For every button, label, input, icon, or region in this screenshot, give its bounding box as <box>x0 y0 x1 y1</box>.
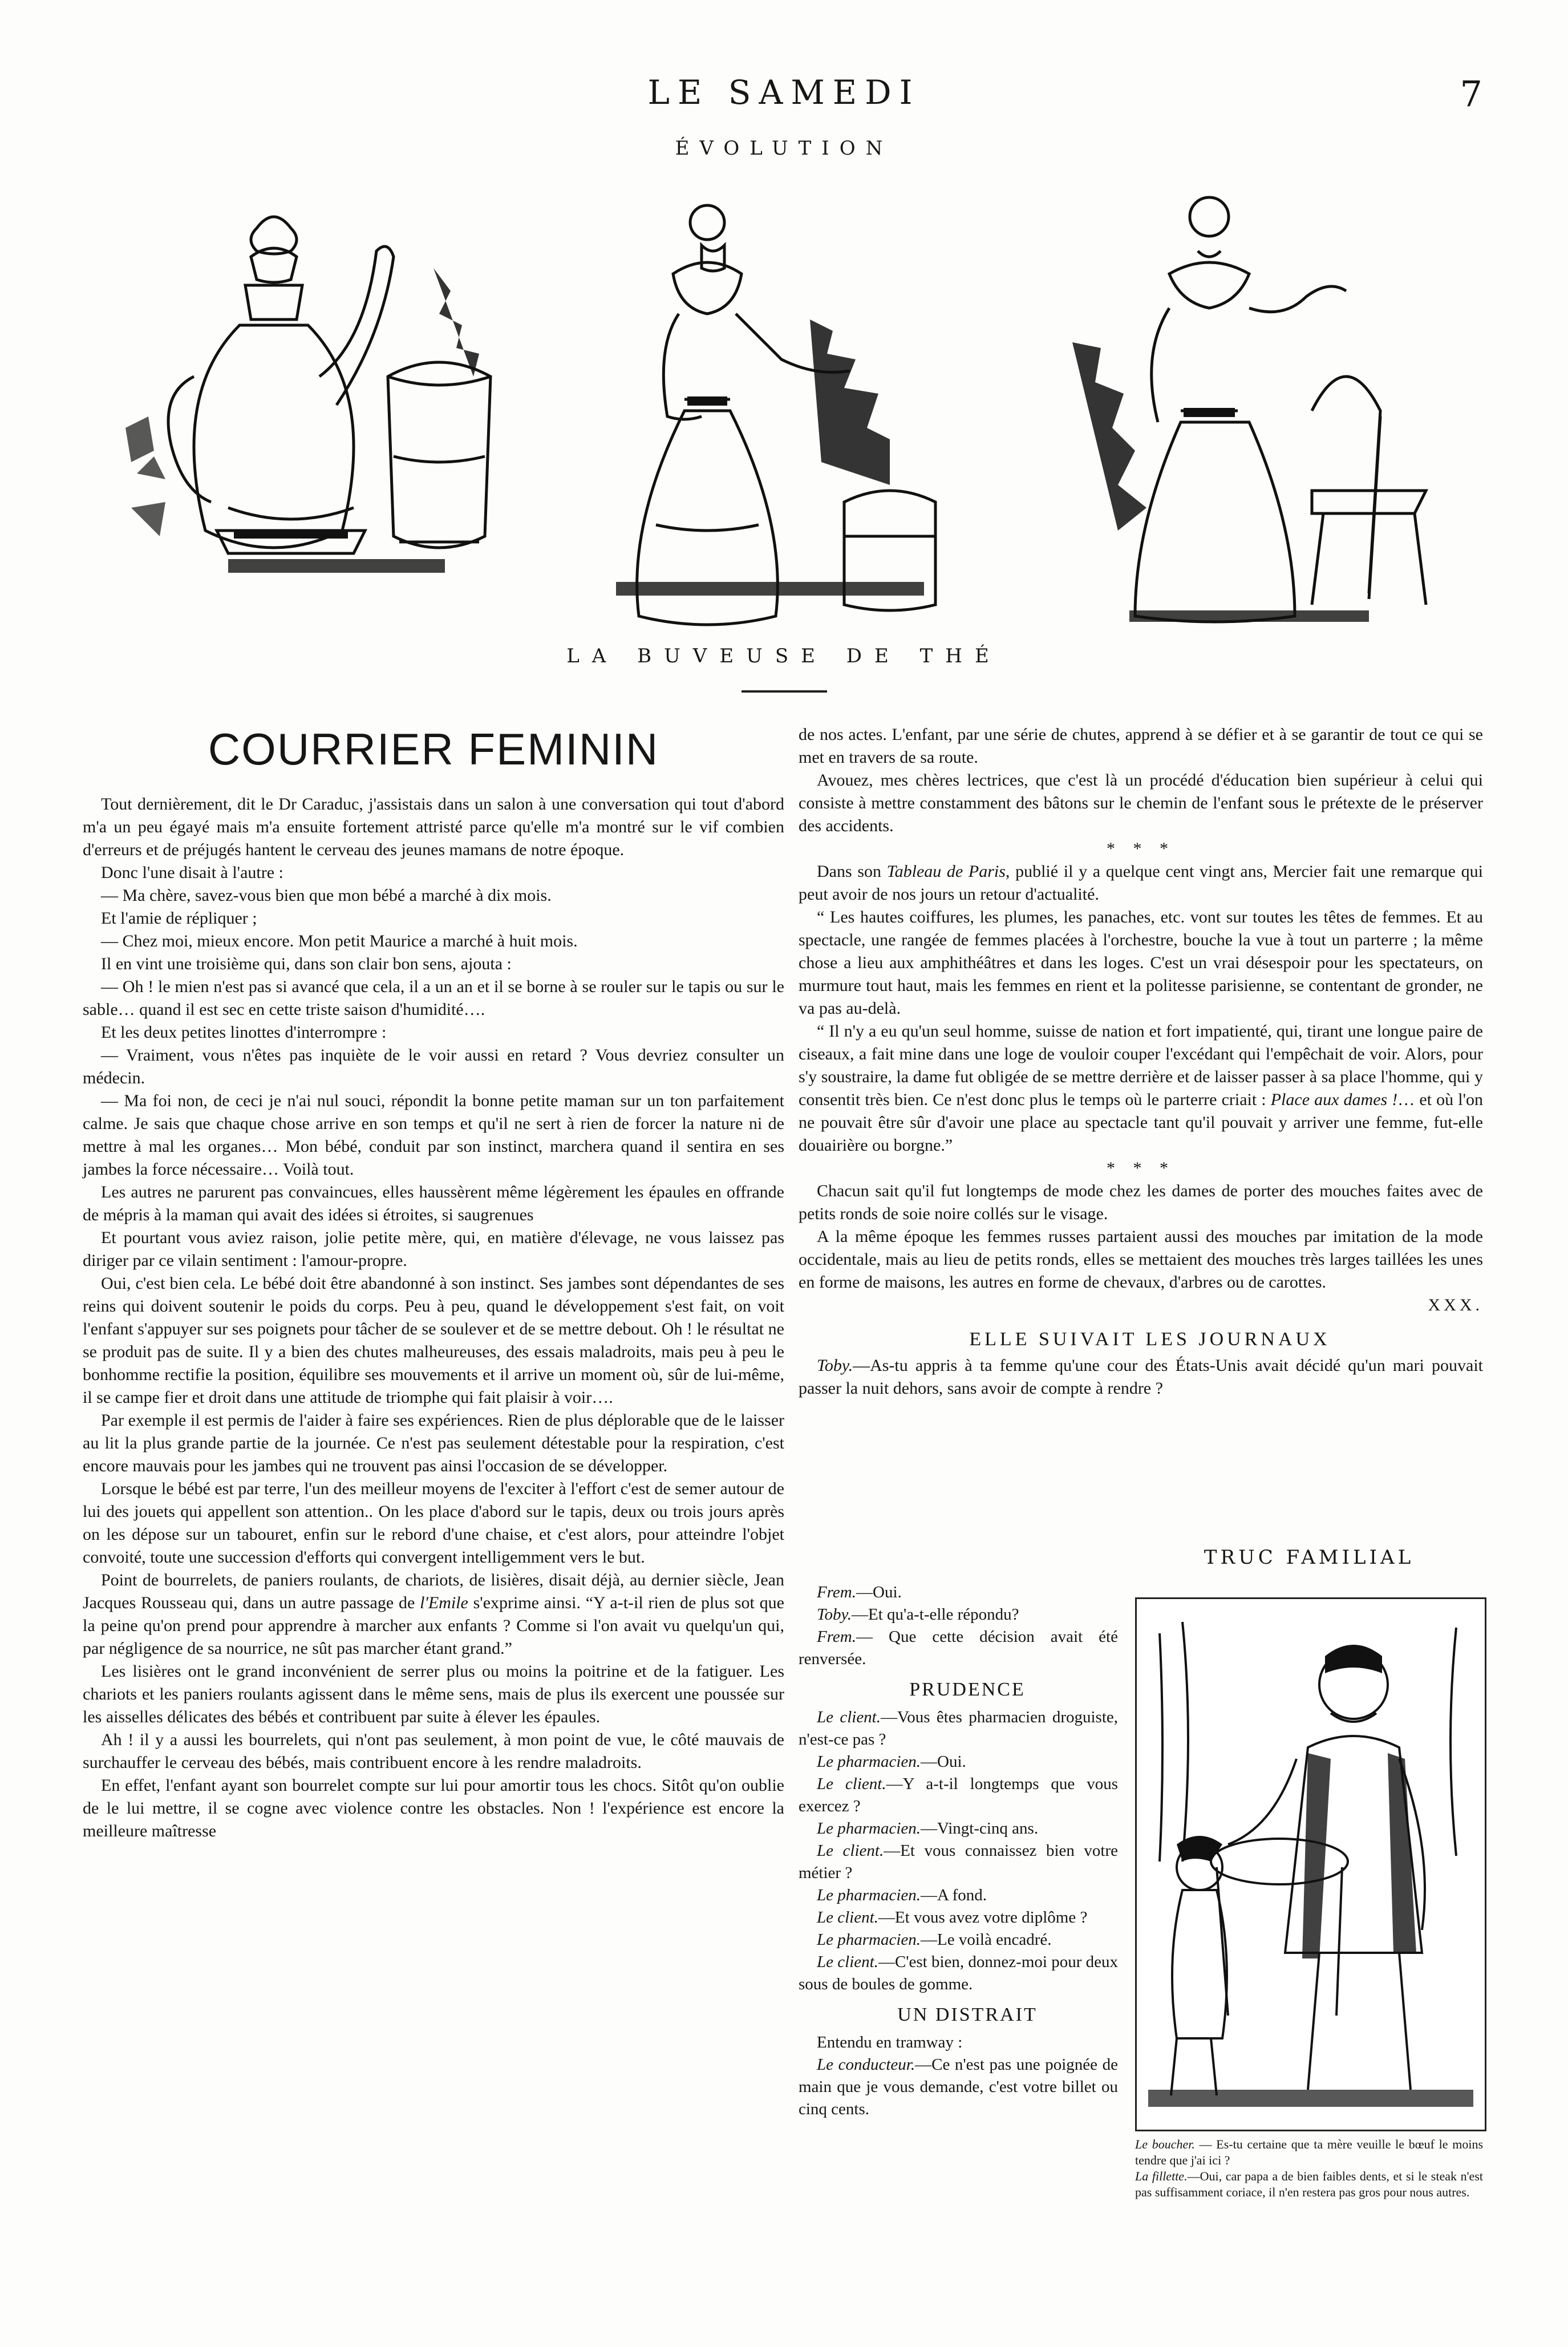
speaker: Toby. <box>817 1356 853 1375</box>
speaker: Le boucher. <box>1135 2137 1195 2151</box>
section-title-distrait: UN DISTRAIT <box>897 2004 1038 2025</box>
right-column <box>799 723 1483 1400</box>
line-text: —Y a-t-il longtemps que vous exercez ? <box>799 1775 1118 1815</box>
illustration-title: ÉVOLUTION <box>675 137 893 160</box>
paragraph: Tout dernièrement, dit le Dr Caraduc, j'assistais dans un salon à une conversation qui tout d'abord m'a un peu égayé mais m'a ensuite fortement attristé parce qu'elle m'a montré sur le vif combien d'erreurs et de préjugés hantent le cerveau des jeunes mamans de notre époque. <box>83 795 784 859</box>
line-text: —Vous êtes pharmacien droguiste, n'est-ce pas ? <box>799 1708 1118 1749</box>
paragraph: Oui, c'est bien cela. Le bébé doit être abandonné à son instinct. Ses jambes sont dépendantes de ses reins qui doivent soutenir le poids du corps. Peu à peu, quand le développement s'est fait, on voit l'enfant s'appuyer sur ses poignets pour tâcher de se soulever et de se mettre debout. Oh ! le résultat ne se produit pas de suite. Il y a bien des chutes malheureuses, des essais maladroits, mais peu à peu le bonhomme rectifie la position, équilibre ses mouvements et il arrive un moment où, sûr de lui-même, il se campe fier et droit dans une attitude de triomphe qui fait plaisir à voir…. <box>83 1274 784 1407</box>
speaker: Le conducteur. <box>817 2055 915 2074</box>
book-title: l'Emile <box>420 1593 468 1612</box>
paragraph: — Ma chère, savez-vous bien que mon bébé a marché à dix mois. <box>101 886 552 905</box>
dialogue-line <box>799 1818 1118 1840</box>
left-column <box>83 793 784 1843</box>
article-title: COURRIER FEMININ <box>208 724 659 774</box>
illustration-caption: LA BUVEUSE DE THÉ <box>566 645 1002 667</box>
prudence-dialogue <box>799 1706 1118 1996</box>
caption-line <box>1135 2168 1483 2200</box>
paragraph: Donc l'une disait à l'autre : <box>101 863 283 882</box>
paragraph: — Ma foi non, de ceci je n'ai nul souci, répondit la bonne petite maman sur un ton parfaitement calme. Je sais que chaque chose arrive en son temps et qu'il ne sert à rien de forcer la nature ni de mettre à mal les organes… Mon bébé, conduit par son instinct, marchera quand il sentira en ses jambes la force nécessaire… Voilà tout. <box>83 1091 784 1179</box>
speaker: Toby. <box>817 1605 852 1624</box>
line-text: —Oui. <box>921 1753 966 1771</box>
butcher-illustration-frame <box>1135 1597 1486 2131</box>
paragraph: — Oh ! le mien n'est pas si avancé que cela, il a un an et il se borne à se rouler sur le tapis ou sur le sable… quand il est sec en cette triste saison d'humidité…. <box>83 977 784 1019</box>
speaker: Le client. <box>817 1908 878 1927</box>
speaker: Le client. <box>817 1842 884 1860</box>
paragraph: Et l'amie de répliquer ; <box>101 909 257 928</box>
paragraph: Il en vint une troisième qui, dans son clair bon sens, ajouta : <box>101 954 512 973</box>
dialogue-line <box>799 2054 1118 2121</box>
line-text: —Ce n'est pas une poignée de main que je vous demande, c'est votre billet ou cinq cents. <box>799 2055 1118 2118</box>
teapot-illustration <box>114 188 548 633</box>
paragraph: Avouez, mes chères lectrices, que c'est là un procédé d'éducation bien supérieur à celui qui consiste à mettre constamment des bâtons sur le chemin de l'enfant sous le prétexte de le préserver des accidents. <box>799 771 1483 835</box>
paragraph: — Chez moi, mieux encore. Mon petit Maurice a marché à huit mois. <box>101 932 578 950</box>
paragraph <box>799 1020 1483 1157</box>
page-number: 7 <box>1460 73 1482 115</box>
dialogue-line <box>799 1773 1118 1818</box>
speaker: Le client. <box>817 1953 878 1971</box>
paragraph: Lorsque le bébé est par terre, l'un des meilleur moyens de l'exciter à l'effort c'est de semer autour de lui des jouets qui appellent son attention.. On les place d'abord sur le tapis, deux ou trois jours après on les dépose sur un tabouret, enfin sur le rebord d'une chaise, et c'est alors, pour atteindre l'objet convoité, toute une succession d'efforts qui convergent intelligemment vers le but. <box>83 1479 784 1567</box>
text-run: “ Il n'y a eu qu'un seul homme, suisse de nation et fort impatienté, qui, tirant une longue paire de ciseaux, a fait mine dans une loge de vouloir couper l'excédant qui l'empêchait de voir. Alors, pour s'y soustraire, la dame fut obligée de se mettre derrière et de laisser passer à sa place l'homme, qui y consentit très bien. Ce n'est donc plus le temps où le parterre criait : <box>799 1022 1483 1109</box>
dialogue-intro: Entendu en tramway : <box>817 2033 963 2051</box>
speaker: Le pharmacien. <box>817 1819 921 1838</box>
paragraph: Les autres ne parurent pas convaincues, elles haussèrent même légèrement les épaules en offrande de mépris à la maman qui avait des idées si étroites, si saugrenues <box>83 1183 784 1224</box>
paragraph: Et les deux petites linottes d'interrompre : <box>101 1023 387 1042</box>
section-separator: * * * <box>1107 839 1175 858</box>
truc-caption <box>1135 2136 1483 2200</box>
section-title-journaux: ELLE SUIVAIT LES JOURNAUX <box>969 1329 1331 1350</box>
line-text: —Le voilà encadré. <box>921 1931 1052 1949</box>
divider <box>742 690 827 693</box>
paragraph: Par exemple il est permis de l'aider à faire ses expériences. Rien de plus déplorable que de le laisser au lit la plus grande partie de la journée. Ce n'est pas seulement détestable pour la respiration, c'est encore mauvais pour les jambes qui ne trouvent pas ainsi l'occasion de se développer. <box>83 1411 784 1475</box>
speaker: Frem. <box>817 1628 856 1646</box>
dialogue-line <box>799 1354 1483 1400</box>
dialogue-line <box>799 1751 1118 1773</box>
dialogue-line <box>799 1929 1118 1951</box>
line-text: —C'est bien, donnez-moi pour deux sous de boules de gomme. <box>799 1953 1118 1993</box>
dialogue-line <box>799 1604 1118 1626</box>
paragraph <box>799 860 1483 906</box>
text-run: , publié il y a quelque cent vingt ans, Mercier fait une remarque qui peut avoir de nos jours un retour d'actualité. <box>799 862 1483 904</box>
text-run: s'exprime ainsi. “Y a-t-il rien de plus sot que la peine qu'on prend pour apprendre à marcher aux enfants ? Comme si l'on avait vu quelqu'un qui, par négligence de sa nourrice, ne sût pas marcher étant grand.” <box>83 1593 784 1658</box>
speaker: Le client. <box>817 1775 886 1793</box>
line-text: —Et vous avez votre diplôme ? <box>878 1908 1088 1927</box>
paragraph: “ Les hautes coiffures, les plumes, les panaches, etc. vont sur toutes les têtes de femmes. Et au spectacle, une rangée de femmes placées à l'orchestre, bouche la vue à tout un parterre ; la même chose a lieu aux amphithéâtres et dans les loges. C'est un vrai désespoir pour les spectateurs, on murmure tout haut, mais les femmes en rient et la politesse parisienne, se contentant de gronder, ne va pas au-delà. <box>799 908 1483 1018</box>
paragraph: Ah ! il y a aussi les bourrelets, qui n'ont pas seulement, à mon point de vue, le côté mauvais de surchauffer le cerveau des bébés, mais contribuent encore à les rendre maladroits. <box>83 1730 784 1772</box>
dialogue-line <box>799 1626 1118 1670</box>
line-text: —Et qu'a-t-elle répondu? <box>852 1605 1019 1624</box>
right-narrow-column <box>799 1581 1118 2121</box>
signature: XXX. <box>1428 1296 1483 1314</box>
dialogue-line <box>799 1840 1118 1884</box>
woman-chair-illustration <box>1072 171 1494 633</box>
line-text: —Oui. <box>856 1583 902 1601</box>
running-title: LE SAMEDI <box>647 73 921 112</box>
text-run: Point de bourrelets, de paniers roulants, de chariots, de lisières, disait déjà, au dernier siècle, Jean Jacques Rousseau qui, dans un autre passage de <box>83 1571 784 1612</box>
book-title: Tableau de Paris <box>886 862 1006 881</box>
speaker: Frem. <box>817 1583 856 1601</box>
dialogue-line <box>799 1884 1118 1907</box>
line-text: —Vingt-cinq ans. <box>921 1819 1039 1838</box>
speaker: Le client. <box>817 1708 881 1726</box>
paragraph: A la même époque les femmes russes partaient aussi des mouches par imitation de la mode occidentale, mais au lieu de petits ronds, elles se mettaient des mouches très larges taillées les unes en forme de maisons, les autres en forme de chevaux, d'arbres ou de carottes. <box>799 1227 1483 1292</box>
dialogue-line <box>799 1581 1118 1604</box>
speaker: Le pharmacien. <box>817 1931 921 1949</box>
paragraph: — Vraiment, vous n'êtes pas inquiète de le voir aussi en retard ? Vous devriez consulter un médecin. <box>83 1046 784 1087</box>
truc-title: TRUC FAMILIAL <box>1204 1546 1415 1569</box>
paragraph: de nos actes. L'enfant, par une série de chutes, apprend à se défier et à se garantir de tout ce qui se met en travers de sa route. <box>799 725 1483 767</box>
paragraph: Chacun sait qu'il fut longtemps de mode chez les dames de porter des mouches faites avec de petits ronds de soie noire collés sur le visage. <box>799 1181 1483 1223</box>
text-run: Dans son <box>817 862 887 881</box>
line-text: —A fond. <box>921 1886 987 1904</box>
line-text: —Oui, car papa a de bien faibles dents, et si le steak n'est pas suffisamment coriace, il n'en restera pas gros pour nous autres. <box>1135 2169 1483 2199</box>
section-title-prudence: PRUDENCE <box>909 1679 1026 1700</box>
line-text: — Que cette décision avait été renversée. <box>799 1628 1118 1668</box>
text-run: … et où l'on ne pouvait être sûr d'avoir une place au spectacle tant qu'il pouvait y arriver une femme, fut-elle douairière ou borgne.” <box>799 1090 1483 1155</box>
paragraph: Les lisières ont le grand inconvénient de serrer plus ou moins la poitrine et de la fatiguer. Les chariots et les paniers roulants agissent dans le même sens, mais de plus ils exercent une poussée sur les aisselles délicates des bébés et contribuent par suite à élever les épaules. <box>83 1662 784 1726</box>
butcher-illustration <box>1137 1599 1485 2130</box>
dialogue-line <box>799 1951 1118 1996</box>
paragraph: En effet, l'enfant ayant son bourrelet compte sur lui pour amortir tous les chocs. Sitôt qu'on oublie de le lui mettre, il se cogne avec violence contre les obstacles. Non ! l'expérience est encore la meilleure maîtresse <box>83 1776 784 1840</box>
dialogue-line <box>799 1907 1118 1929</box>
caption-line <box>1135 2136 1483 2168</box>
line-text: —Et vous connaissez bien votre métier ? <box>799 1842 1119 1882</box>
paragraph: Et pourtant vous aviez raison, jolie petite mère, qui, en matière d'élevage, ne vous laissez pas diriger par ce vilain sentiment : l'amour-propre. <box>83 1228 784 1270</box>
speaker: Le pharmacien. <box>817 1886 921 1904</box>
quote-emphasis: Place aux dames ! <box>1270 1090 1398 1109</box>
section-separator: * * * <box>1107 1159 1175 1177</box>
woman-teapot-illustration <box>570 183 998 633</box>
speaker: La fillette. <box>1135 2169 1188 2183</box>
paragraph <box>83 1569 784 1660</box>
dialogue-line <box>799 1706 1118 1751</box>
line-text: — Es-tu certaine que ta mère veuille le bœuf le moins tendre que j'ai ici ? <box>1135 2137 1484 2167</box>
line-text: —As-tu appris à ta femme qu'une cour des États-Unis avait décidé qu'un mari pouvait passer la nuit dehors, sans avoir de compte à rendre ? <box>799 1356 1483 1398</box>
speaker: Le pharmacien. <box>817 1753 921 1771</box>
